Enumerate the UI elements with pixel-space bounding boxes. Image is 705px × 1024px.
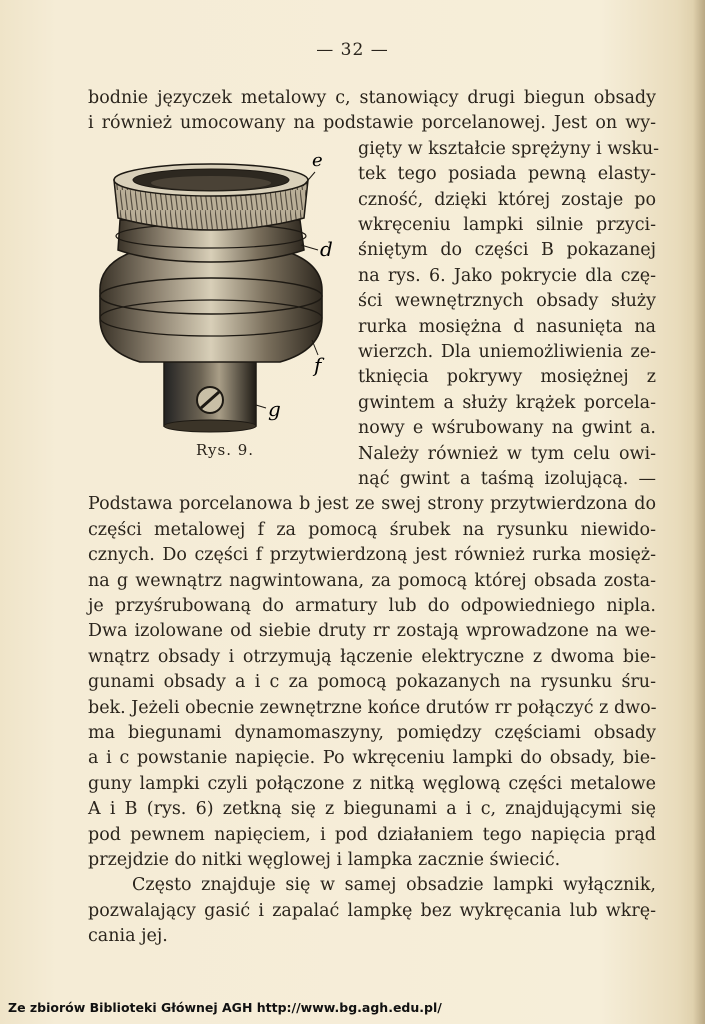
text-line: bek. Jeżeli obecnie zewnętrzne końce drutów rr połączyć z dwo- bbox=[88, 697, 657, 718]
text-line: pod pewnem napięciem, i pod działaniem tego napięcia prąd bbox=[88, 824, 656, 845]
text-line: bodnie języczek metalowy c, stanowiący drugi biegun obsady bbox=[88, 88, 656, 108]
text-line: tek tego posiada pewną elasty- bbox=[358, 164, 656, 185]
text-line: wierzch. Dla uniemożliwienia ze- bbox=[358, 342, 656, 362]
page-number: — 32 — bbox=[316, 40, 389, 60]
page-edge-shadow bbox=[693, 0, 705, 1024]
text-line: nąć gwint a taśmą izolującą. — bbox=[358, 469, 656, 489]
text-line: wnątrz obsady i otrzymują łączenie elektryczne z dwoma bie- bbox=[88, 646, 656, 667]
text-line: czność, dzięki której zostaje po bbox=[358, 189, 656, 210]
text-line: gunami obsady a i c za pomocą pokazanych na rysunku śru- bbox=[88, 672, 656, 693]
text-line: wkręceniu lampki silnie przyci- bbox=[358, 215, 656, 235]
text-line: cznych. Do części f przytwierdzoną jest również rurka mosięż- bbox=[88, 545, 656, 566]
label-g: g bbox=[268, 397, 281, 421]
text-line: nowy e wśrubowany na gwint a. bbox=[358, 418, 656, 439]
text-line: i również umocowany na podstawie porcelanowej. Jest on wy- bbox=[88, 113, 656, 134]
text-line: pozwalający gasić i zapalać lampkę bez wykręcania lub wkrę- bbox=[88, 900, 656, 921]
text-line: części metalowej f za pomocą śrubek na rysunku niewido- bbox=[88, 519, 656, 540]
text-line: Dwa izolowane od siebie druty rr zostają wprowadzone na we- bbox=[88, 621, 656, 642]
text-line: Często znajduje się w samej obsadzie lampki wyłącznik, bbox=[132, 875, 656, 896]
text-line: na g wewnątrz nagwintowana, za pomocą której obsada zosta- bbox=[88, 570, 656, 591]
library-footer: Ze zbiorów Biblioteki Głównej AGH http://www.bg.agh.edu.pl/ bbox=[8, 1000, 442, 1015]
metal-body-f bbox=[100, 250, 322, 362]
text-line: rurka mosiężna d nasunięta na bbox=[358, 316, 656, 337]
text-line: A i B (rys. 6) zetkną się z biegunami a i c, znajdującymi się bbox=[88, 799, 656, 820]
text-line: ma biegunami dynamomaszyny, pomiędzy częściami obsady bbox=[88, 723, 656, 743]
label-e: e bbox=[312, 150, 323, 171]
figure-caption: Rys. 9. bbox=[196, 441, 255, 459]
text-line: gięty w kształcie sprężyny i wsku- bbox=[358, 138, 660, 159]
text-line: gwintem a służy krążek porcela- bbox=[358, 392, 656, 413]
text-line: cania jej. bbox=[88, 926, 168, 947]
lamp-socket-figure bbox=[90, 150, 350, 440]
text-line: ści wewnętrznych obsady służy bbox=[358, 291, 656, 312]
label-f: f bbox=[314, 353, 322, 377]
text-line: je przyśrubowaną do armatury lub do odpowiedniego nipla. bbox=[88, 596, 656, 616]
text-line: Podstawa porcelanowa b jest ze swej strony przytwierdzona do bbox=[88, 494, 656, 515]
text-line: przejdzie do nitki węglowej i lampka zacznie świecić. bbox=[88, 850, 561, 870]
text-line: śniętym do części B pokazanej bbox=[358, 240, 656, 261]
text-line: a i c powstanie napięcie. Po wkręceniu lampki do obsady, bie- bbox=[88, 748, 656, 769]
text-line: na rys. 6. Jako pokrycie dla czę- bbox=[358, 265, 656, 286]
label-d: d bbox=[320, 237, 333, 261]
text-line: guny lampki czyli połączone z nitką węglową części metalowe bbox=[88, 773, 656, 794]
text-line: Należy również w tym celu owi- bbox=[358, 443, 656, 464]
text-line: tknięcia pokrywy mosiężnej z bbox=[358, 367, 656, 388]
